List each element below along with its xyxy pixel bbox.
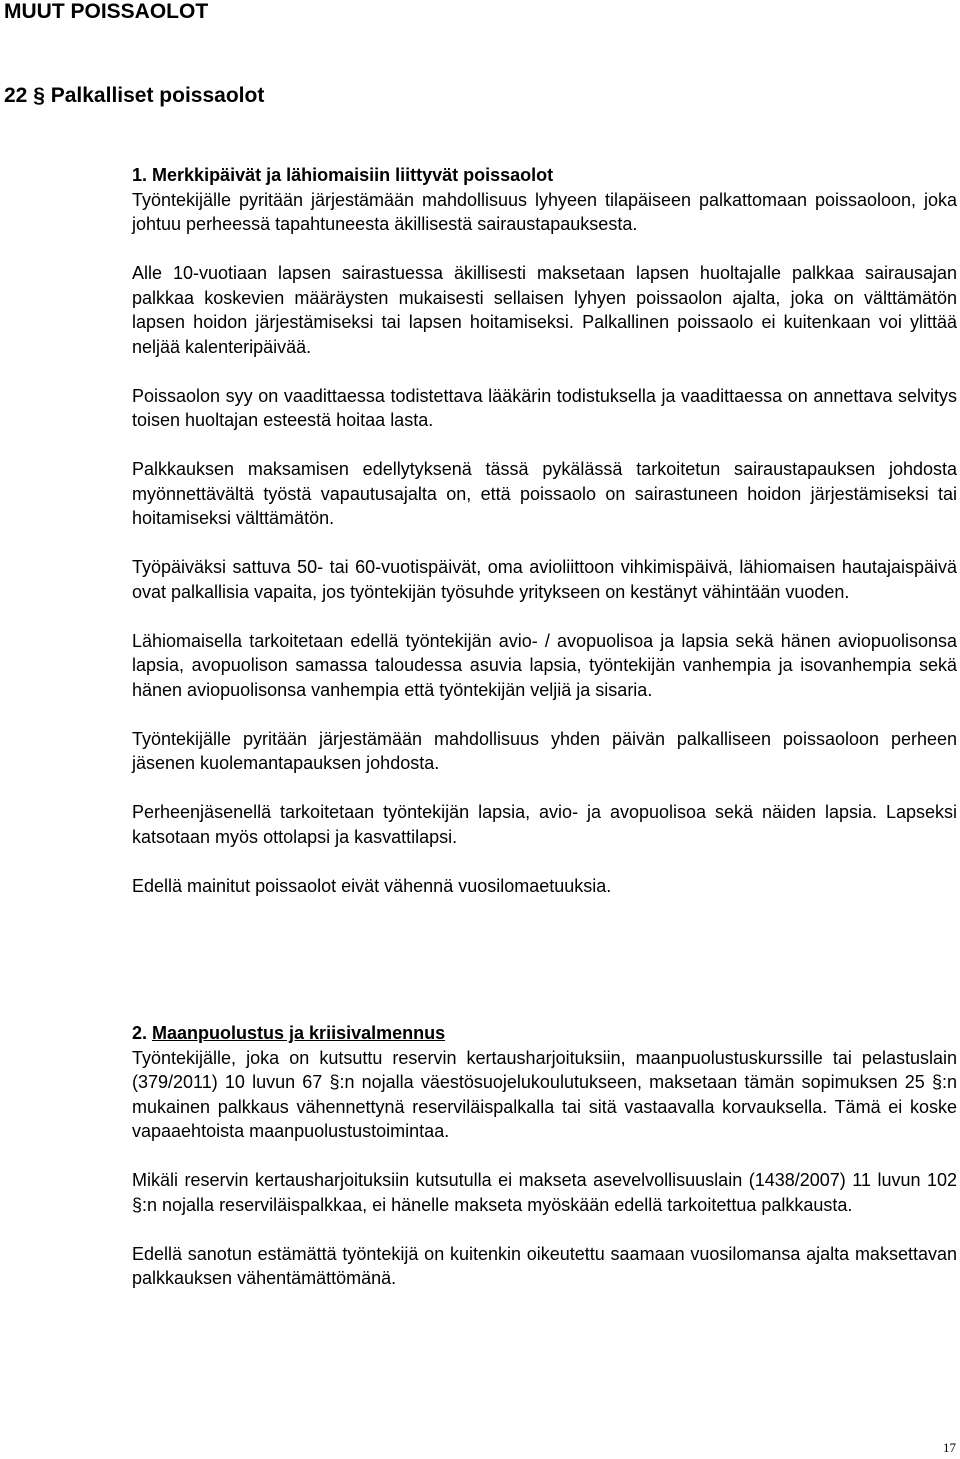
paragraph: Työntekijälle pyritään järjestämään mahdollisuus lyhyeen tilapäiseen palkattomaan poissaoloon, joka johtuu perheessä tapahtuneesta äkillisestä sairaustapauksesta. [132,189,957,234]
paragraph: Perheenjäsenellä tarkoitetaan työntekijän lapsia, avio- ja avopuolisoa sekä näiden lapsia. Lapseksi katsotaan myös ottolapsi ja kasvattilapsi. [132,802,957,847]
document-title: MUUT POISSAOLOT [4,0,209,23]
subsection-title: Merkkipäivät ja lähiomaisiin liittyvät poissaolot [152,165,554,185]
section-number: 22 [4,84,28,107]
paragraph: Työntekijälle, joka on kutsuttu reservin kertausharjoituksiin, maanpuolustuskurssille tai pelastuslain (379/2011) 10 luvun 67 §:n nojalla väestösuojelukoulutukseen, maksetaan tämän sopimuksen 25 §:n mukainen palkkaus vähennettynä reserviläispalkalla tai sitä vastaavalla korvauksella. Tämä ei koske vapaaehtoista maanpuolustustoimintaa. [132,1047,957,1141]
paragraph: Edellä sanotun estämättä työntekijä on kuitenkin oikeutettu saamaan vuosilomansa ajalta maksettavan palkkauksen vähentämättömänä. [132,1243,957,1288]
subsection-number: 1. [132,165,148,185]
paragraph: Edellä mainitut poissaolot eivät vähennä vuosilomaetuuksia. [132,875,612,896]
page-number: 17 [943,1440,956,1455]
subsection-maanpuolustus [132,1021,957,1291]
section-heading [4,84,264,108]
paragraph: Palkkauksen maksamisen edellytyksenä tässä pykälässä tarkoitetun sairaustapauksen johdosta myönnettävältä työstä vapautusajalta on, että poissaolo on sairastuneen hoidon järjestämiseksi tai hoitamiseksi välttämätön. [132,459,957,528]
subsection-heading [132,163,957,188]
paragraph: Alle 10-vuotiaan lapsen sairastuessa äkillisesti maksetaan lapsen huoltajalle palkkaa sairausajan palkkaa koskevien määräysten mukaisesti sellaisen lyhyen poissaolon ajalta, joka on välttämätön lapsen hoidon järjestämiseksi tai lapsen hoitamiseksi. Palkallinen poissaolo ei kuitenkaan voi ylittää neljää kalenteripäivää. [132,263,957,357]
paragraph: Lähiomaisella tarkoitetaan edellä työntekijän avio- / avopuolisoa ja lapsia sekä hänen aviopuolisonsa lapsia, avopuolison samassa taloudessa asuvia lapsia, työntekijän vanhempia ja isovanhempia sekä hänen aviopuolisonsa vanhempia että työntekijän veljiä ja sisaria. [132,630,957,700]
subsection-title: Maanpuolustus ja kriisivalmennus [152,1023,446,1043]
paragraph: Mikäli reservin kertausharjoituksiin kutsutulla ei makseta asevelvollisuuslain (1438/2007) 11 luvun 102 §:n nojalla reserviläispalkkaa, ei hänelle makseta myöskään edellä tarkoitettua palkkausta. [132,1170,957,1215]
paragraph: Työpäiväksi sattuva 50- tai 60-vuotispäivät, oma avioliittoon vihkimispäivä, lähiomaisen hautajaispäivä ovat palkallisia vapaita, jos työntekijän työsuhde yritykseen on kestänyt vähintään vuoden. [132,557,957,602]
subsection-heading [132,1021,957,1046]
section-title: Palkalliset poissaolot [50,84,265,107]
subsection-merkkipaivat [132,163,957,898]
paragraph: Poissaolon syy on vaadittaessa todistettava lääkärin todistuksella ja vaadittaessa on annettava selvitys toisen huoltajan esteestä hoitaa lasta. [132,385,957,430]
paragraph: Työntekijälle pyritään järjestämään mahdollisuus yhden päivän palkalliseen poissaoloon perheen jäsenen kuolemantapauksen johdosta. [132,728,957,773]
section-symbol: § [33,84,45,107]
subsection-number: 2. [132,1023,148,1043]
